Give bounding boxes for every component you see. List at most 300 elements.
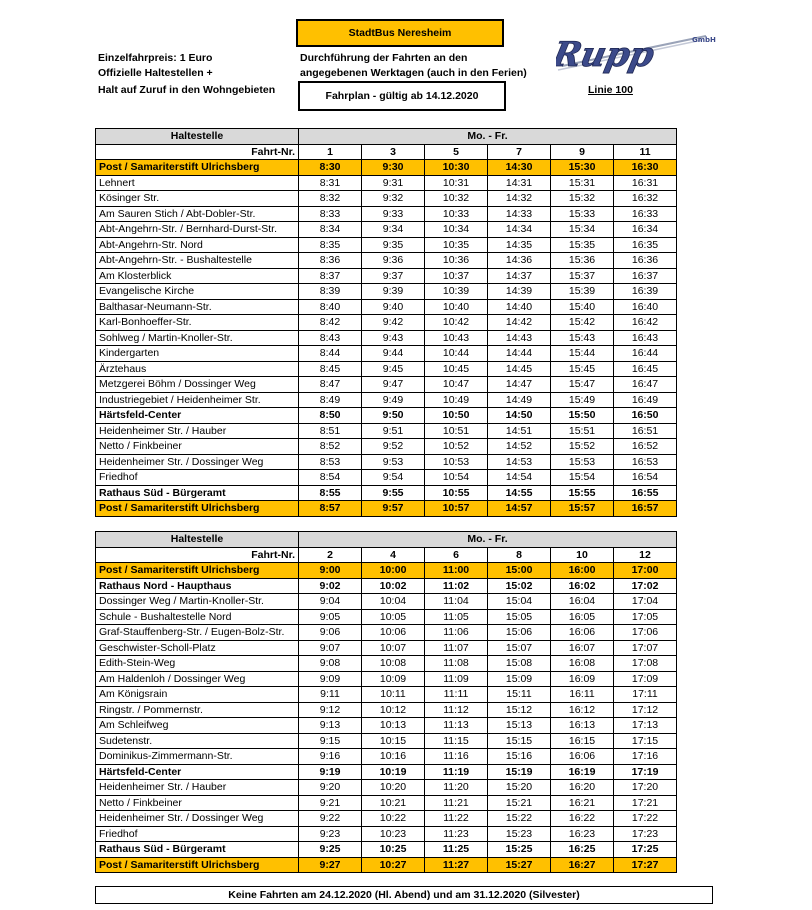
departure-time: 15:11 [488,687,551,703]
stop-name: Evangelische Kirche [96,284,299,300]
departure-time: 17:25 [614,842,677,858]
departure-time: 16:19 [551,764,614,780]
table-row [96,423,677,439]
stop-name: Post / Samariterstift Ulrichsberg [96,501,299,517]
departure-time: 16:37 [614,268,677,284]
departure-time: 9:50 [362,408,425,424]
departure-time: 8:55 [299,485,362,501]
table-row [96,377,677,393]
departure-time: 11:16 [425,749,488,765]
departure-time: 9:33 [362,206,425,222]
departure-time: 14:42 [488,315,551,331]
departure-time: 8:30 [299,160,362,176]
stop-name: Kindergarten [96,346,299,362]
departure-time: 15:33 [551,206,614,222]
departure-time: 11:27 [425,857,488,873]
table-row [96,206,677,222]
fare-info-line: Offizielle Haltestellen + [98,67,213,79]
departure-time: 16:42 [614,315,677,331]
departure-time: 8:47 [299,377,362,393]
departure-time: 10:40 [425,299,488,315]
departure-time: 8:40 [299,299,362,315]
departure-time: 10:06 [362,625,425,641]
departure-time: 9:16 [299,749,362,765]
departure-time: 9:53 [362,454,425,470]
departure-time: 16:40 [614,299,677,315]
departure-time: 10:19 [362,764,425,780]
table-row [96,470,677,486]
departure-time: 16:25 [551,842,614,858]
departure-time: 9:44 [362,346,425,362]
table-row [96,330,677,346]
departure-time: 11:04 [425,594,488,610]
stop-name: Balthasar-Neumann-Str. [96,299,299,315]
departure-time: 9:19 [299,764,362,780]
table-row [96,268,677,284]
departure-time: 16:57 [614,501,677,517]
trip-number-row [96,144,677,160]
departure-time: 14:55 [488,485,551,501]
departure-time: 17:19 [614,764,677,780]
fare-info [98,51,275,98]
departure-time: 9:52 [362,439,425,455]
departure-time: 11:15 [425,733,488,749]
departure-time: 11:07 [425,640,488,656]
departure-time: 10:16 [362,749,425,765]
departure-time: 14:35 [488,237,551,253]
departure-time: 9:36 [362,253,425,269]
departure-time: 17:13 [614,718,677,734]
trip-number: 10 [551,547,614,563]
stop-name: Metzgerei Böhm / Dossinger Weg [96,377,299,393]
table-row [96,733,677,749]
departure-time: 9:55 [362,485,425,501]
departure-time: 16:49 [614,392,677,408]
departure-time: 17:00 [614,563,677,579]
table-row [96,563,677,579]
departure-time: 16:00 [551,563,614,579]
trip-number-row [96,547,677,563]
departure-time: 17:15 [614,733,677,749]
table-row [96,237,677,253]
departure-time: 16:34 [614,222,677,238]
departure-time: 9:13 [299,718,362,734]
timetable-body [96,160,677,517]
departure-time: 10:47 [425,377,488,393]
service-description-line: Durchführung der Fahrten an den [300,52,468,64]
departure-time: 15:37 [551,268,614,284]
departure-time: 8:53 [299,454,362,470]
departure-time: 10:50 [425,408,488,424]
departure-time: 14:43 [488,330,551,346]
trip-number: 6 [425,547,488,563]
table-row [96,656,677,672]
departure-time: 16:44 [614,346,677,362]
departure-time: 16:27 [551,857,614,873]
departure-time: 10:04 [362,594,425,610]
departure-time: 15:53 [551,454,614,470]
departure-time: 10:39 [425,284,488,300]
departure-time: 10:12 [362,702,425,718]
departure-time: 17:23 [614,826,677,842]
trip-number: 5 [425,144,488,160]
table-row [96,795,677,811]
departure-time: 14:36 [488,253,551,269]
departure-time: 14:32 [488,191,551,207]
stop-name: Heidenheimer Str. / Dossinger Weg [96,811,299,827]
departure-time: 8:45 [299,361,362,377]
departure-time: 16:12 [551,702,614,718]
departure-time: 15:49 [551,392,614,408]
svg-text:GmbH: GmbH [692,36,716,44]
trip-number-label: Fahrt-Nr. [96,547,299,563]
departure-time: 10:00 [362,563,425,579]
stop-name: Härtsfeld-Center [96,408,299,424]
departure-time: 11:19 [425,764,488,780]
departure-time: 9:47 [362,377,425,393]
departure-time: 15:09 [488,671,551,687]
service-description [300,51,527,81]
stop-name: Heidenheimer Str. / Hauber [96,423,299,439]
departure-time: 9:08 [299,656,362,672]
departure-time: 10:34 [425,222,488,238]
fare-info-line: Halt auf Zuruf in den Wohngebieten [98,84,276,96]
departure-time: 10:33 [425,206,488,222]
departure-time: 10:36 [425,253,488,269]
departure-time: 9:11 [299,687,362,703]
departure-time: 16:23 [551,826,614,842]
departure-time: 10:37 [425,268,488,284]
departure-time: 15:27 [488,857,551,873]
departure-time: 10:27 [362,857,425,873]
departure-time: 16:51 [614,423,677,439]
departure-time: 10:45 [425,361,488,377]
trip-number: 3 [362,144,425,160]
stop-name: Dominikus-Zimmermann-Str. [96,749,299,765]
table-row [96,175,677,191]
departure-time: 8:37 [299,268,362,284]
departure-time: 16:07 [551,640,614,656]
departure-time: 10:21 [362,795,425,811]
holiday-note [95,886,713,904]
table-row [96,299,677,315]
table-row [96,625,677,641]
departure-time: 16:55 [614,485,677,501]
departure-time: 11:05 [425,609,488,625]
departure-time: 10:05 [362,609,425,625]
departure-time: 15:12 [488,702,551,718]
stop-name: Post / Samariterstift Ulrichsberg [96,160,299,176]
departure-time: 15:42 [551,315,614,331]
departure-time: 15:32 [551,191,614,207]
line-number [588,84,633,96]
departure-time: 15:15 [488,733,551,749]
stop-name: Am Haldenloh / Dossinger Weg [96,671,299,687]
departure-time: 8:39 [299,284,362,300]
stop-column-header: Haltestelle [96,532,299,548]
departure-time: 9:31 [362,175,425,191]
departure-time: 9:25 [299,842,362,858]
departure-time: 17:20 [614,780,677,796]
departure-time: 16:22 [551,811,614,827]
table-row [96,454,677,470]
table-row [96,702,677,718]
departure-time: 8:49 [299,392,362,408]
departure-time: 9:45 [362,361,425,377]
departure-time: 15:07 [488,640,551,656]
departure-time: 9:15 [299,733,362,749]
departure-time: 15:51 [551,423,614,439]
departure-time: 9:57 [362,501,425,517]
page-title-text: StadtBus Neresheim [348,27,452,39]
table-row [96,408,677,424]
stop-name: Graf-Stauffenberg-Str. / Eugen-Bolz-Str. [96,625,299,641]
departure-time: 9:42 [362,315,425,331]
table-row [96,501,677,517]
stop-name: Karl-Bonhoeffer-Str. [96,315,299,331]
stop-name: Kösinger Str. [96,191,299,207]
departure-time: 10:23 [362,826,425,842]
departure-time: 16:35 [614,237,677,253]
stop-name: Sohlweg / Martin-Knoller-Str. [96,330,299,346]
departure-time: 9:23 [299,826,362,842]
stop-name: Lehnert [96,175,299,191]
departure-time: 9:37 [362,268,425,284]
departure-time: 10:44 [425,346,488,362]
departure-time: 14:44 [488,346,551,362]
table-row [96,253,677,269]
stop-name: Am Klosterblick [96,268,299,284]
departure-time: 17:04 [614,594,677,610]
trip-number: 1 [299,144,362,160]
departure-time: 10:49 [425,392,488,408]
table-row [96,578,677,594]
company-logo [556,22,726,78]
departure-time: 17:22 [614,811,677,827]
departure-time: 10:15 [362,733,425,749]
departure-time: 16:06 [551,749,614,765]
table-row [96,687,677,703]
departure-time: 15:06 [488,625,551,641]
table-row [96,640,677,656]
departure-time: 14:50 [488,408,551,424]
departure-time: 15:31 [551,175,614,191]
fare-info-line: Einzelfahrpreis: 1 Euro [98,52,213,64]
line-number-text: Linie 100 [588,84,633,96]
departure-time: 10:25 [362,842,425,858]
departure-time: 9:34 [362,222,425,238]
stop-name: Am Königsrain [96,687,299,703]
departure-time: 8:51 [299,423,362,439]
table-row [96,764,677,780]
departure-time: 15:50 [551,408,614,424]
departure-time: 15:55 [551,485,614,501]
stop-name: Rathaus Nord - Haupthaus [96,578,299,594]
departure-time: 10:09 [362,671,425,687]
table-row [96,191,677,207]
departure-time: 9:07 [299,640,362,656]
departure-time: 16:45 [614,361,677,377]
departure-time: 11:00 [425,563,488,579]
departure-time: 14:31 [488,175,551,191]
trip-number: 9 [551,144,614,160]
stop-name: Heidenheimer Str. / Hauber [96,780,299,796]
departure-time: 11:11 [425,687,488,703]
departure-time: 11:22 [425,811,488,827]
departure-time: 10:20 [362,780,425,796]
departure-time: 16:09 [551,671,614,687]
departure-time: 14:57 [488,501,551,517]
departure-time: 9:09 [299,671,362,687]
departure-time: 11:02 [425,578,488,594]
trip-number: 11 [614,144,677,160]
departure-time: 10:54 [425,470,488,486]
departure-time: 9:12 [299,702,362,718]
table-row [96,780,677,796]
departure-time: 16:53 [614,454,677,470]
svg-text:Rupp: Rupp [556,35,658,75]
table-row [96,346,677,362]
departure-time: 17:06 [614,625,677,641]
departure-time: 11:08 [425,656,488,672]
departure-time: 15:20 [488,780,551,796]
holiday-note-text: Keine Fahrten am 24.12.2020 (Hl. Abend) und am 31.12.2020 (Silvester) [228,889,580,901]
stop-name: Heidenheimer Str. / Dossinger Weg [96,454,299,470]
departure-time: 14:33 [488,206,551,222]
days-header: Mo. - Fr. [299,532,677,548]
stop-name: Ringstr. / Pommernstr. [96,702,299,718]
departure-time: 15:19 [488,764,551,780]
stop-name: Härtsfeld-Center [96,764,299,780]
departure-time: 10:13 [362,718,425,734]
departure-time: 15:13 [488,718,551,734]
validity-box [298,81,506,111]
departure-time: 15:57 [551,501,614,517]
table-row [96,485,677,501]
departure-time: 14:37 [488,268,551,284]
departure-time: 15:04 [488,594,551,610]
departure-time: 8:44 [299,346,362,362]
departure-time: 14:40 [488,299,551,315]
stop-name: Rathaus Süd - Bürgeramt [96,485,299,501]
days-header: Mo. - Fr. [299,129,677,145]
departure-time: 8:35 [299,237,362,253]
departure-time: 9:22 [299,811,362,827]
departure-time: 11:06 [425,625,488,641]
trip-number: 7 [488,144,551,160]
departure-time: 15:05 [488,609,551,625]
departure-time: 17:27 [614,857,677,873]
stop-name: Industriegebiet / Heidenheimer Str. [96,392,299,408]
departure-time: 10:02 [362,578,425,594]
departure-time: 15:36 [551,253,614,269]
departure-time: 8:52 [299,439,362,455]
stop-name: Sudetenstr. [96,733,299,749]
departure-time: 11:23 [425,826,488,842]
departure-time: 9:30 [362,160,425,176]
timetable-body [96,563,677,873]
departure-time: 15:21 [488,795,551,811]
departure-time: 8:36 [299,253,362,269]
departure-time: 14:51 [488,423,551,439]
departure-time: 16:33 [614,206,677,222]
departure-time: 17:08 [614,656,677,672]
table-row [96,826,677,842]
departure-time: 16:32 [614,191,677,207]
departure-time: 17:05 [614,609,677,625]
departure-time: 8:57 [299,501,362,517]
departure-time: 10:43 [425,330,488,346]
departure-time: 10:57 [425,501,488,517]
departure-time: 15:25 [488,842,551,858]
stop-name: Netto / Finkbeiner [96,439,299,455]
departure-time: 16:05 [551,609,614,625]
departure-time: 9:39 [362,284,425,300]
departure-time: 11:25 [425,842,488,858]
departure-time: 8:50 [299,408,362,424]
departure-time: 11:12 [425,702,488,718]
stop-name: Rathaus Süd - Bürgeramt [96,842,299,858]
departure-time: 9:54 [362,470,425,486]
departure-time: 8:31 [299,175,362,191]
departure-time: 15:23 [488,826,551,842]
stop-name: Abt-Angehrn-Str. / Bernhard-Durst-Str. [96,222,299,238]
departure-time: 9:32 [362,191,425,207]
stop-name: Geschwister-Scholl-Platz [96,640,299,656]
departure-time: 16:39 [614,284,677,300]
stop-name: Post / Samariterstift Ulrichsberg [96,857,299,873]
departure-time: 14:54 [488,470,551,486]
timetable-return [95,531,677,873]
departure-time: 10:31 [425,175,488,191]
departure-time: 16:06 [551,625,614,641]
stop-column-header: Haltestelle [96,129,299,145]
departure-time: 14:53 [488,454,551,470]
departure-time: 15:00 [488,563,551,579]
departure-time: 8:54 [299,470,362,486]
stop-name: Dossinger Weg / Martin-Knoller-Str. [96,594,299,610]
departure-time: 10:53 [425,454,488,470]
departure-time: 9:02 [299,578,362,594]
departure-time: 16:52 [614,439,677,455]
departure-time: 8:34 [299,222,362,238]
departure-time: 10:51 [425,423,488,439]
table-row [96,439,677,455]
departure-time: 16:04 [551,594,614,610]
departure-time: 16:20 [551,780,614,796]
departure-time: 17:21 [614,795,677,811]
table-row [96,857,677,873]
page-title [296,19,504,47]
departure-time: 15:08 [488,656,551,672]
departure-time: 16:08 [551,656,614,672]
departure-time: 10:55 [425,485,488,501]
table-row [96,749,677,765]
table-row [96,160,677,176]
table-row [96,392,677,408]
departure-time: 9:06 [299,625,362,641]
table-row [96,315,677,331]
departure-time: 10:22 [362,811,425,827]
stop-name: Abt-Angehrn-Str. - Bushaltestelle [96,253,299,269]
stop-name: Abt-Angehrn-Str. Nord [96,237,299,253]
departure-time: 9:43 [362,330,425,346]
departure-time: 9:27 [299,857,362,873]
departure-time: 15:22 [488,811,551,827]
departure-time: 15:02 [488,578,551,594]
departure-time: 15:35 [551,237,614,253]
table-row [96,811,677,827]
